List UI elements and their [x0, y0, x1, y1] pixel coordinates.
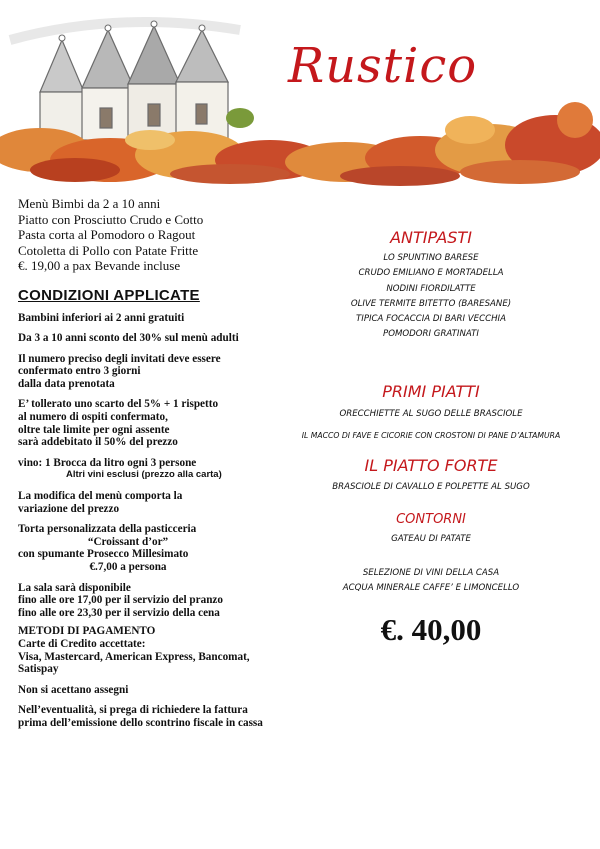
condition-line: confermato entro 3 giorni	[18, 365, 141, 378]
condition-line: E’ tollerato uno scarto del 5% + 1 rispetto	[18, 398, 219, 411]
primi-list	[262, 404, 600, 446]
condition-line: Non si acettano assegni	[18, 683, 129, 696]
condition-line: vino: 1 Brocca da litro ogni 3 persone	[18, 456, 197, 469]
kids-menu-line: Cotoletta di Pollo con Patate Fritte	[18, 242, 199, 258]
menu-item: POMODORI GRATINATI	[383, 329, 479, 340]
condition-line: Nell’eventualità, si prega di richiedere la fattura	[18, 704, 248, 717]
condition-line: oltre tale limite per ogni assente	[18, 423, 170, 436]
condition-line: dalla data prenotata	[18, 377, 115, 390]
condition-line: Torta personalizzata della pasticceria	[18, 523, 197, 536]
menu-item: ACQUA MINERALE CAFFE’ E LIMONCELLO	[342, 583, 520, 594]
menu-item: CRUDO EMILIANO E MORTADELLA	[358, 268, 504, 279]
menu-item: ORECCHIETTE AL SUGO DELLE BRASCIOLE	[339, 409, 523, 419]
condition-line: Visa, Mastercard, American Express, Bancomat,	[18, 650, 250, 663]
condition-line: variazione del prezzo	[18, 502, 120, 515]
drinks-list	[262, 566, 600, 597]
condition-line: Il numero preciso degli invitati deve essere	[18, 352, 221, 365]
antipasti-list	[262, 251, 600, 343]
forte-list	[262, 480, 600, 495]
section-title-piatto-forte: IL PIATTO FORTE	[364, 456, 498, 475]
section-title-primi: PRIMI PIATTI	[382, 382, 480, 401]
menu-item: GATEAU DI PATATE	[391, 534, 471, 544]
condition-line: con spumante Prosecco Millesimato	[18, 548, 189, 561]
condition-line: sarà addebitato il 50% del prezzo	[18, 436, 178, 449]
condition-line: Satispay	[18, 663, 59, 676]
condition-line: La sala sarà disponibile	[18, 581, 131, 594]
menu-item: IL MACCO DI FAVE E CICORIE CON CROSTONI DI PANE D’ALTAMURA	[301, 431, 561, 440]
kids-menu-line: €. 19,00 a pax Bevande incluse	[18, 258, 181, 273]
condition-line: La modifica del menù comporta la	[18, 490, 183, 503]
condition-line: METODI DI PAGAMENTO	[18, 625, 156, 638]
condition-line: fino alle ore 17,00 per il servizio del pranzo	[18, 594, 223, 607]
trulli-autumn-illustration	[0, 0, 600, 195]
condition-line: Carte di Credito accettate:	[18, 637, 146, 650]
condition-line: “Croissant d’or”	[87, 535, 169, 548]
condition-line: al numero di ospiti confermato,	[18, 411, 168, 424]
kids-menu-line: Piatto con Prosciutto Crudo e Cotto	[18, 211, 204, 227]
section-title-contorni: CONTORNI	[396, 512, 466, 527]
brand-title: Rustico	[288, 38, 478, 94]
menu-item: OLIVE TERMITE BITETTO (BARESANE)	[350, 298, 512, 309]
menu-item: LO SPUNTINO BARESE	[383, 253, 479, 263]
menu-item: BRASCIOLE DI CAVALLO E POLPETTE AL SUGO	[332, 482, 530, 492]
menu-item: TIPICA FOCACCIA DI BARI VECCHIA	[356, 314, 506, 325]
kids-menu-line: Pasta corta al Pomodoro o Ragout	[18, 227, 196, 242]
condition-line: Da 3 a 10 anni sconto del 30% sul menù adulti	[18, 332, 239, 345]
menu-item: NODINI FIORDILATTE	[386, 283, 476, 294]
menu-price: €. 40,00	[380, 612, 482, 647]
header-illustration	[0, 0, 600, 195]
menu-item: SELEZIONE DI VINI DELLA CASA	[362, 568, 500, 578]
kids-menu-line: Menù Bimbi da 2 a 10 anni	[18, 196, 161, 211]
condition-line: fino alle ore 23,30 per il servizio della cena	[18, 606, 220, 619]
section-title-antipasti: ANTIPASTI	[390, 228, 472, 247]
condition-note: Altri vini esclusi (prezzo alla carta)	[66, 469, 222, 481]
condition-line: prima dell’emissione dello scontrino fiscale in cassa	[18, 716, 263, 729]
contorni-list	[262, 532, 600, 547]
conditions-title: CONDIZIONI APPLICATE	[18, 286, 200, 304]
condition-item	[18, 704, 308, 729]
condition-line: Bambini inferiori ai 2 anni gratuiti	[18, 311, 185, 324]
condition-item	[18, 684, 308, 697]
condition-line: €.7,00 a persona	[89, 561, 167, 573]
